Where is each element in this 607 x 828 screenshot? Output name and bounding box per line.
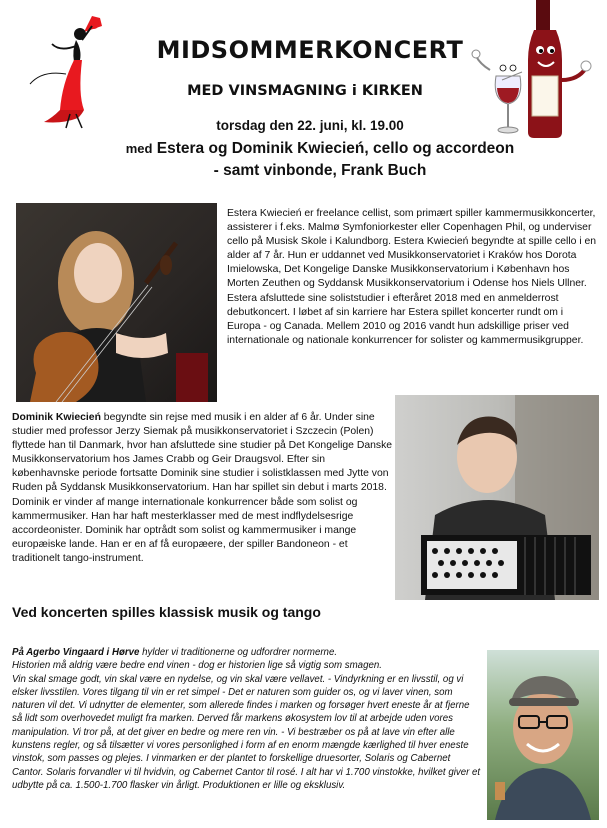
concert-date: torsdag den 22. juni, kl. 19.00 bbox=[216, 118, 404, 133]
vineyard-line-2: Historien må aldrig være bedre end vinen - dog er historien lige så vigtig som smagen. bbox=[12, 660, 382, 672]
vineyard-line-1: hylder vi traditionerne og udfordrer normerne. bbox=[139, 647, 338, 658]
performers-line-2: - samt vinbonde, Frank Buch bbox=[213, 162, 427, 179]
concert-subtitle: MED VINSMAGNING i KIRKEN bbox=[187, 83, 423, 99]
dominik-name: Dominik Kwiecień bbox=[12, 412, 101, 423]
performers-block bbox=[60, 138, 580, 182]
vineyard-body: Vin skal smage godt, vin skal være en nydelse, og vin skal være vellavet. - Vindyrkning er en livsstil, og vi elsker livsstilen. Vores tilgang til vin er ret simpel - Det er naturen som guider os, og vi laver vinen, som naturen vil det. Vi udnytter de elementer, som allerede findes i marken og forsøger hvert eneste år at fjerne så lidt som overhovedet muligt fra marken. Derved får markens økosystem lov til at arbejde uden vores manipulation. Vi tror på, at det giver en bedre og mere ren vin. - Vi bestræber os på at lave vin efter alle kunstens regler, og så tilsætter vi vores personlighed i form af en enorm mængde kærlighed til hver eneste vinstok, som passes og plejes. I vinmarken er der plantet to forskellige druesorter, Solaris og Cabernet Cantor. Solaris forvandler vi til hvidvin, og Cabernet Cantor til rosé. I alt har vi 1.700 vinstokke, hvilket giver et udbytte på ca. 1.500-1.700 flasker vin årligt. Produktionen er lille og eksklusiv. bbox=[12, 673, 481, 791]
performers-line-1 bbox=[60, 138, 580, 160]
vineyard-intro bbox=[12, 646, 482, 659]
program-heading: Ved koncerten spilles klassisk musik og tango bbox=[12, 604, 321, 620]
performers-prefix: med bbox=[125, 141, 153, 156]
performers-names: Estera og Dominik Kwiecień, cello og accordeon bbox=[156, 140, 515, 157]
estera-photo bbox=[16, 203, 217, 402]
flamenco-dancer-illustration bbox=[22, 14, 122, 132]
dominik-bio-text: begyndte sin rejse med musik i en alder af 6 år. Under sine studier med professor Jerzy Siemak på musikkonservatoriet i Szczecin (Polen) flyttede han til Danmark, hvor han afsluttede sine studier på Det Kongelige Danske Musikkonservatorium hos James Crabb og Geir Draugsvol. Efter sin københavnske periode fortsatte Dominik sine studier i solistklassen med Jytte von Ruden på Syddansk Musikkonservatorium. Han har spillet sin debut i marts 2018. Dominik er vinder af mange internationale konkurrencer både som solist og kammermusiker. Han har haft mesterklasser med de mest indflydelsesrige accordeonister. Dominik har optrådt som solist og kammermusiker i mange europæiske lande. Han er en af få europæere, der spiller Bandoneon - et traditionelt tango-instrument. bbox=[12, 412, 393, 564]
concert-title: MIDSOMMERKONCERT bbox=[156, 36, 464, 64]
vineyard-lead: På Agerbo Vingaard i Hørve bbox=[12, 647, 140, 658]
estera-bio: Estera Kwiecień er freelance cellist, som primært spiller kammermusikkoncerter, assisterer i f.eks. Malmø Symfoniorkester eller Copenhagen Phil, og underviser cello på Musisk Skole i Kalundborg. Estera Kwiecień begyndte at spille cello i en alder af 7 år. Hun er uddannet ved Musikkonservatoriet i Kraków hos Dorota Imielowska, Det Kongelige Danske Musikkonservatorium i København hos Morten Zeuthen og Syddansk Musikkonservatorium i Odense hos Niels Ullner. Estera afsluttede sine soliststudier i efteråret 2018 med en anmelderrost debutkoncert. I løbet af sin karriere har Estera spillet koncerter rundt om i Europa - og Canada. Mellem 2010 og 2016 vandt hun adskillige priser ved internationale og nationale konkurrencer for solister og kammermusikgrupper. bbox=[227, 208, 597, 346]
vineyard-text bbox=[12, 646, 482, 792]
dominik-bio bbox=[12, 411, 394, 566]
frank-buch-photo bbox=[487, 650, 599, 820]
wine-bottle-mascot-illustration bbox=[468, 0, 596, 140]
dominik-photo bbox=[395, 395, 599, 600]
